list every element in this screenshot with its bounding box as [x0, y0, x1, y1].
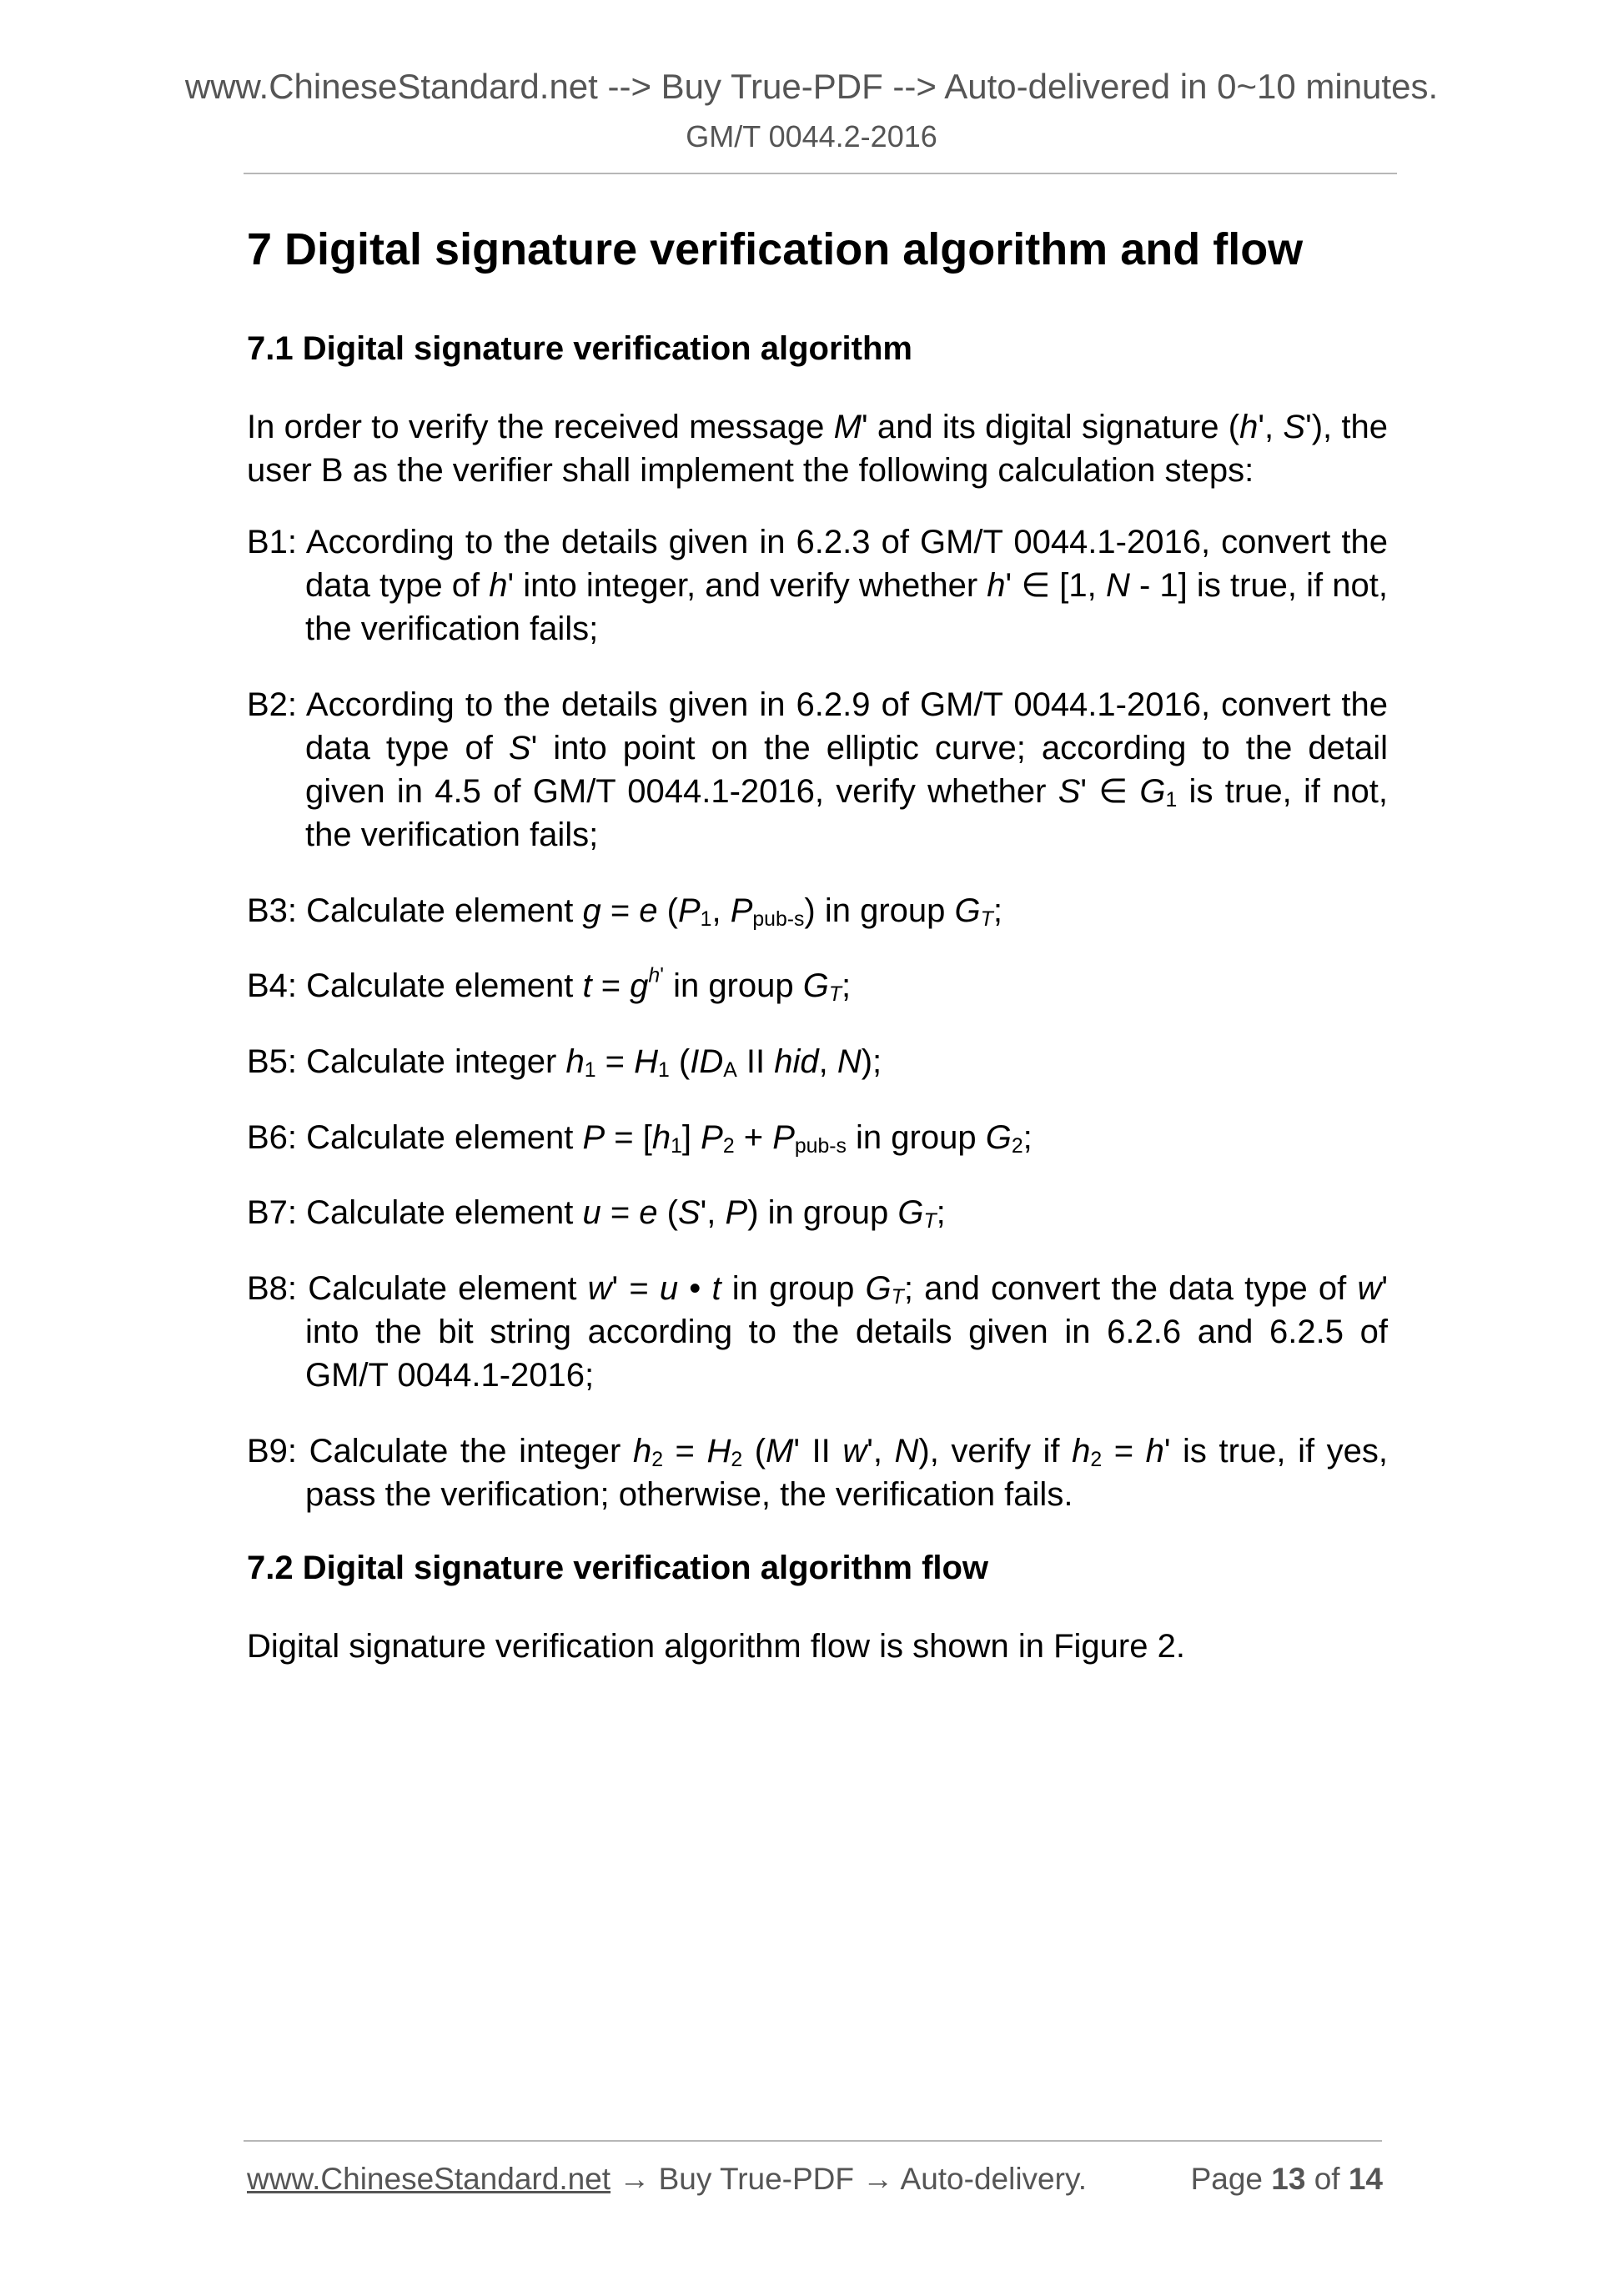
header-banner: www.ChineseStandard.net --> Buy True-PDF --> Auto-delivered in 0~10 minutes. [184, 67, 1439, 106]
step-b5: B5: Calculate integer $h_1 = H_1$ ($ID_A$ II hid, N); [247, 1043, 882, 1082]
page-current: 13 [1271, 2162, 1306, 2196]
step-b1: B1: According to the details given in 6.2.3 of GM/T 0044.1-2016, convert the data type of h' into integer, and verify whether h' ∈ [1, N - 1] is true, if not, the verification fails; [247, 524, 1388, 647]
step-b8: B8: Calculate element w' = u • t in group $G_T$; and convert the data type of w' into the bit string according to the details given in 6.2.6 and 6.2.5 of GM/T 0044.1-2016; [247, 1270, 1388, 1394]
step-b3: B3: Calculate element g = e ($P_1$, $P_{pub-s}$) in group $G_T$; [247, 892, 1002, 931]
flow-paragraph: Digital signature verification algorithm flow is shown in Figure 2. [247, 1628, 1185, 1665]
subsection-title-7-2: 7.2 Digital signature verification algorithm flow [247, 1550, 989, 1586]
subsection-title-7-1: 7.1 Digital signature verification algorithm [247, 330, 912, 367]
footer-site-link[interactable]: www.ChineseStandard.net [247, 2162, 611, 2196]
step-b2: B2: According to the details given in 6.2.9 of GM/T 0044.1-2016, convert the data type of S' into point on the elliptic curve; according to the detail given in 4.5 of GM/T 0044.1-2016, verify whether S' ∈ $G_1$ is true, if not, the verification fails; [247, 686, 1389, 853]
step-b6: B6: Calculate element $P = [h_1] P_2 + P_{pub-s}$ in group $G_2$; [247, 1119, 1033, 1158]
step-b4: B4: Calculate element $t = g^{h'}$ in group $G_T$; [247, 964, 852, 1006]
header-divider [244, 173, 1397, 174]
page-total: 14 [1348, 2162, 1383, 2196]
page-of: of [1314, 2162, 1340, 2196]
footer-divider [244, 2140, 1382, 2142]
step-b9: B9: Calculate the integer $h_2 = H_2$ (M' II w', N), verify if $h_2 = h'$ is true, if yes, pass the verification; otherwise, the verification fails. [247, 1433, 1388, 1513]
page-label: Page [1190, 2162, 1263, 2196]
section-title: 7 Digital signature verification algorithm and flow [247, 224, 1304, 274]
intro-paragraph: In order to verify the received message M' and its digital signature (h', S'), the user B as the verifier shall implement the following calculation steps: [247, 409, 1389, 489]
footer-trail-text: → Buy True-PDF → Auto-delivery. [611, 2162, 1087, 2196]
step-b7: B7: Calculate element u = e (S', P) in group $G_T$; [247, 1194, 946, 1233]
page-indicator [1191, 2162, 1383, 2197]
standard-number: GM/T 0044.2-2016 [686, 119, 937, 153]
footer [247, 2162, 1383, 2197]
